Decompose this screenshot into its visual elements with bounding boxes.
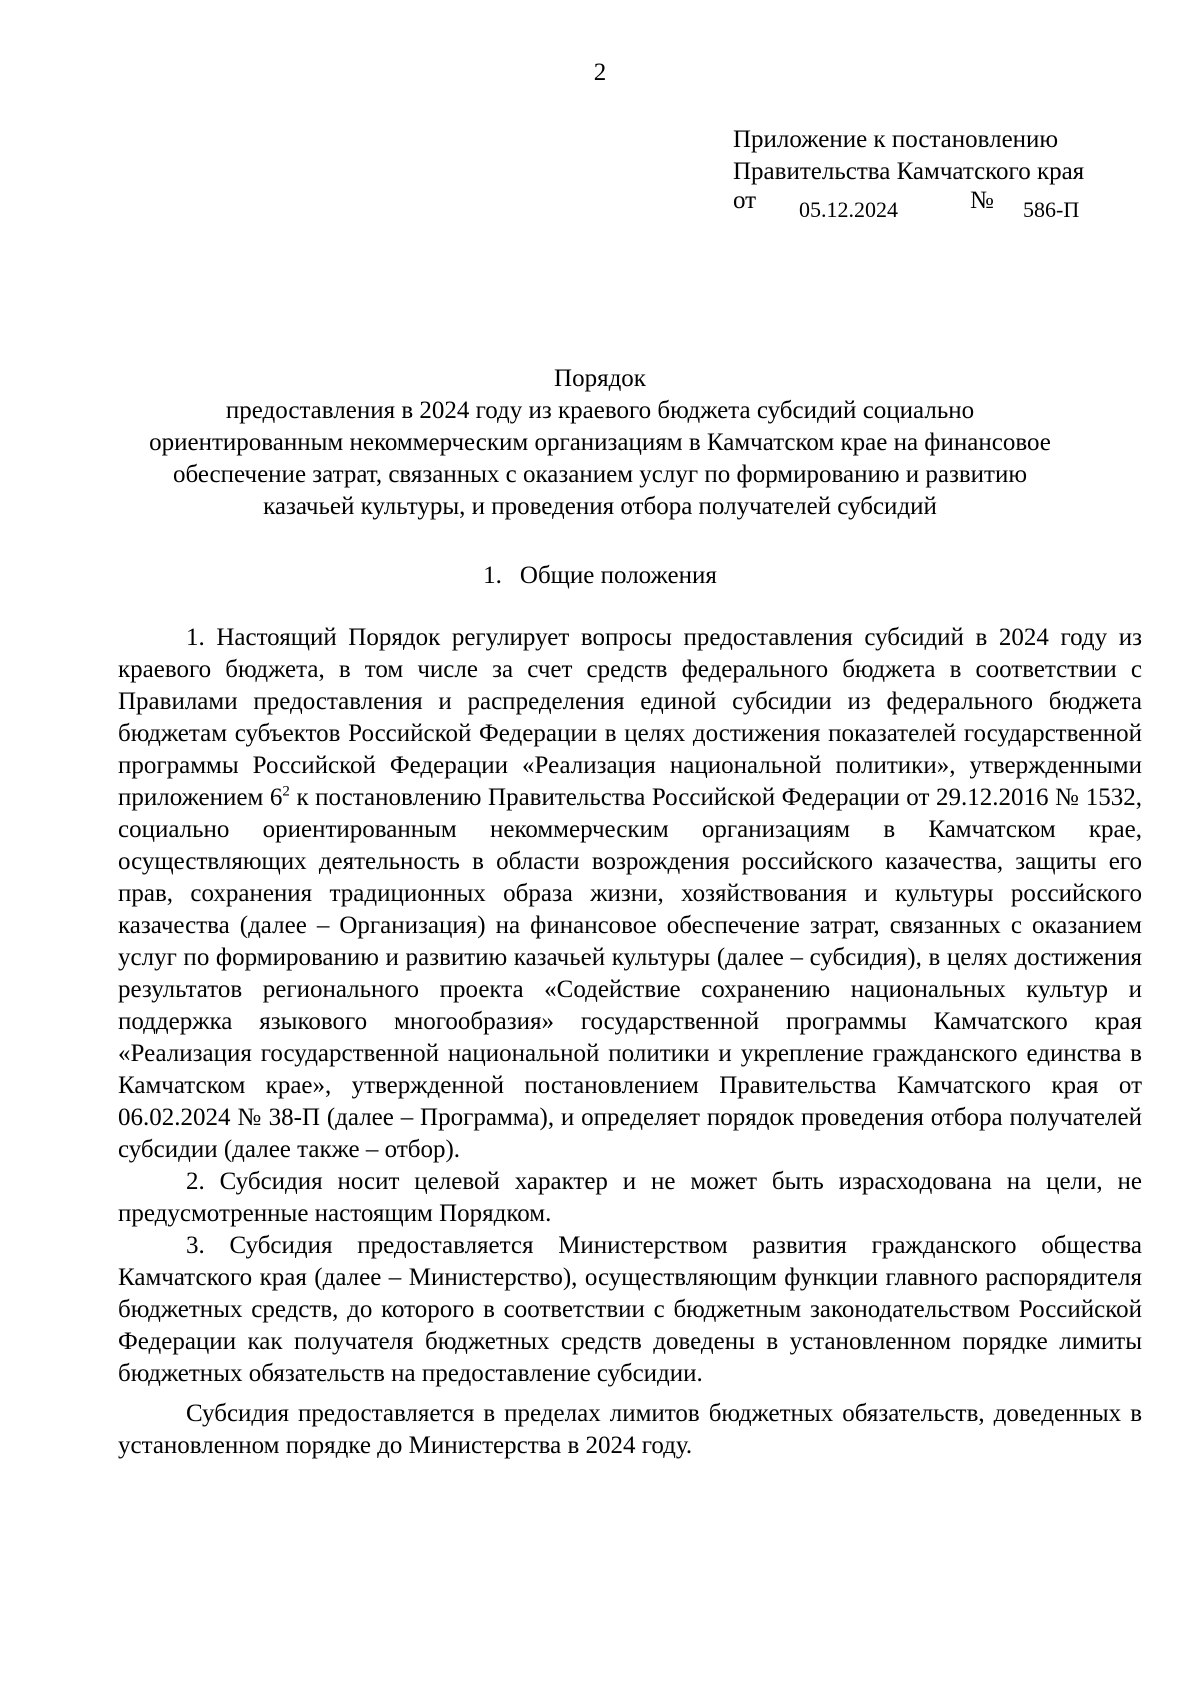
title-line-3: обеспечение затрат, связанных с оказанием услуг по формированию и развитию	[172, 461, 1028, 488]
paragraph-1	[118, 622, 1142, 1166]
section-title: Общие положения	[519, 562, 717, 589]
paragraph-1-part-1: 1. Настоящий Порядок регулирует вопросы предоставления субсидий в 2024 году из краевого бюджета, в том числе за счет средств федерального бюджета в соответствии с Правилами предоставления и распределения единой субсидии из федерального бюджета бюджетам субъектов Российской Федерации в целях достижения показателей государственной программы Российской Федерации «Реализация национальной политики», утвержденными приложением 6	[118, 624, 1142, 811]
paragraph-3: 3. Субсидия предоставляется Министерством развития гражданского общества Камчатского края (далее – Министерство), осуществляющим функции главного распорядителя бюджетных средств, до которого в соответствии с бюджетным законодательством Российской Федерации как получателя бюджетных средств доведены в установленном порядке лимиты бюджетных обязательств на предоставление субсидии.	[118, 1232, 1142, 1387]
title-line-2: ориентированным некоммерческим организациям в Камчатском крае на финансовое	[149, 429, 1051, 456]
page-number: 2	[593, 59, 607, 86]
decree-number: 586-П	[1023, 197, 1080, 222]
document-title	[100, 363, 1100, 523]
appendix-line-1: Приложение к постановлению	[733, 126, 1059, 153]
decree-date: 05.12.2024	[799, 197, 898, 222]
appendix-block	[733, 124, 1173, 222]
paragraph-1-superscript: 2	[282, 783, 290, 800]
appendix-line-2: Правительства Камчатского края	[733, 158, 1085, 185]
paragraph-2: 2. Субсидия носит целевой характер и не может быть израсходована на цели, не предусмотренные настоящим Порядком.	[118, 1168, 1142, 1227]
paragraph-1-part-2: к постановлению Правительства Российской Федерации от 29.12.2016 № 1532, социально ориентированным некоммерческим организациям в Камчатском крае, осуществляющих деятельность в области возрождения российского казачества, защиты его прав, сохранения традиционных образа жизни, хозяйствования и культуры российского казачества (далее – Организация) на финансовое обеспечение затрат, связанных с оказанием услуг по формированию и развитию казачьей культуры (далее – субсидия), в целях достижения результатов регионального проекта «Содействие сохранению национальных культур и поддержка языкового многообразия» государственной программы Камчатского края «Реализация государственной национальной политики и укрепление гражданского единства в Камчатском крае», утвержденной постановлением Правительства Камчатского края от 06.02.2024 № 38-П (далее – Программа), и определяет порядок проведения отбора получателей субсидии (далее также – отбор).	[118, 784, 1142, 1163]
section-number: 1.	[483, 562, 502, 589]
title-line-1: предоставления в 2024 году из краевого бюджета субсидий социально	[225, 397, 975, 424]
from-label: от	[733, 187, 757, 214]
appendix-date-row	[733, 188, 1173, 222]
section-heading	[0, 560, 1200, 592]
title-heading: Порядок	[554, 365, 646, 392]
document-body	[118, 622, 1142, 1462]
paragraph-4: Субсидия предоставляется в пределах лимитов бюджетных обязательств, доведенных в установленном порядке до Министерства в 2024 году.	[118, 1400, 1142, 1459]
number-sign: №	[970, 187, 994, 214]
title-line-4: казачьей культуры, и проведения отбора получателей субсидий	[263, 493, 937, 520]
